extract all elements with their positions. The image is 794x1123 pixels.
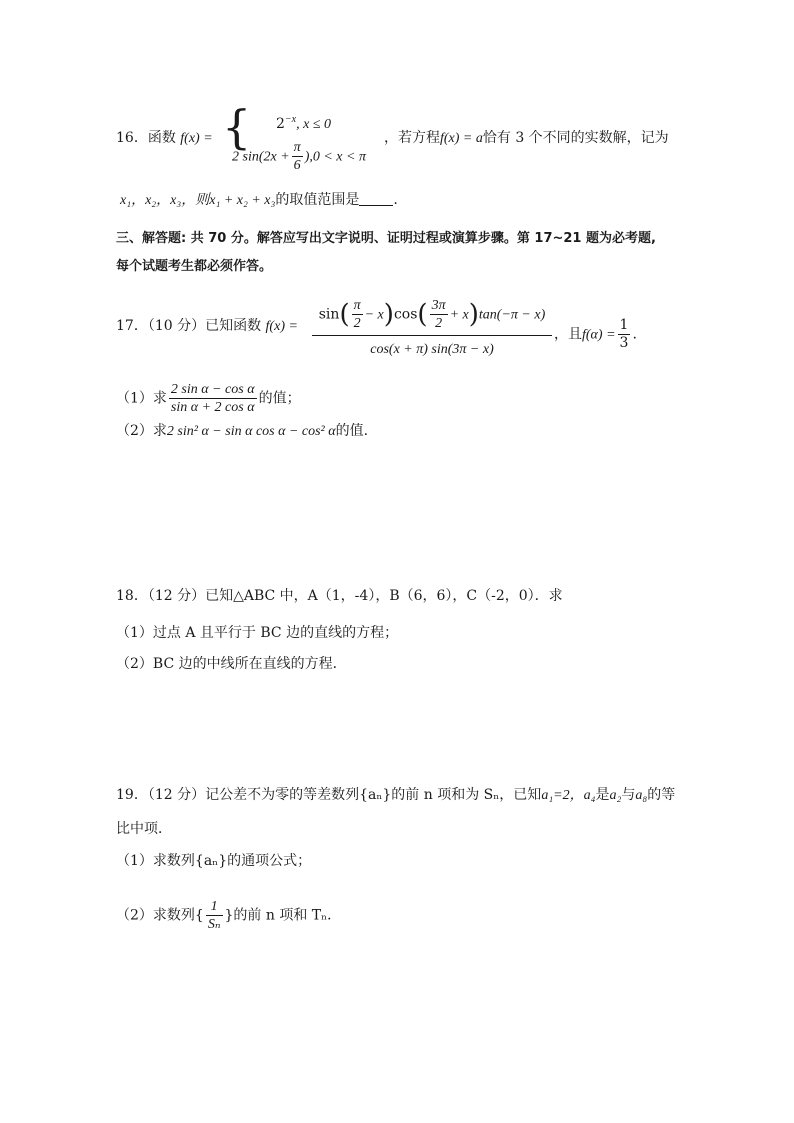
q17-fa-den: 3	[619, 335, 629, 351]
q16-case2	[232, 139, 366, 174]
q19-part1: （1）求数列{aₙ}的通项公式；	[116, 853, 312, 869]
q19-p2-num: 1	[206, 898, 223, 916]
q19-one-over-sn	[206, 898, 223, 933]
q17-p1-num: 2 sin α − cos α	[170, 382, 255, 397]
q17-given	[554, 317, 637, 352]
q17-plus-x: + x	[449, 307, 469, 323]
q17-p2-pre: （2）求	[116, 423, 167, 439]
q19-a1-a4: a₁=2，a₄	[541, 788, 596, 803]
q17-and: ，且	[554, 326, 582, 343]
q19-p2-post: }的前 n 项和 Tₙ．	[224, 907, 342, 924]
q19-p2-pre: （2）求数列{	[116, 907, 204, 924]
q19-stem	[116, 786, 675, 805]
q16-lead	[116, 129, 213, 148]
q17-number: 17．（10 分）已知函数	[116, 318, 262, 334]
section-3-heading-line2: 每个试题考生都必须作答。	[116, 259, 273, 274]
q16-frac-den: 6	[293, 158, 301, 173]
q16-mid: ，若方程	[384, 130, 440, 146]
q17-fa-num: 1	[619, 317, 629, 333]
q17-p1-post: 的值；	[258, 390, 301, 407]
q16-line2-post: 的取值范围是	[275, 192, 360, 208]
q18-part1: （1）过点 A 且平行于 BC 边的直线的方程；	[116, 625, 399, 641]
q17-tan: tan(−π − x)	[478, 307, 546, 323]
q19-a2: a₂	[609, 788, 622, 803]
q17-numerator: sin( $\frac{\pi}{2}$ − x)cos( $\frac{3\pi}{2}$ + x)tan(−π − x)	[312, 297, 552, 336]
q16-condition	[384, 129, 669, 148]
q17-pi2-den: 2	[353, 316, 361, 331]
q17-pi-over-2	[352, 297, 363, 332]
q17-fx: f(x) =	[265, 319, 298, 334]
q19-is: 是	[595, 787, 610, 803]
q19-a8: a₈	[635, 788, 648, 803]
q17-p1-den: sin α + 2 cos α	[170, 400, 255, 415]
q17-p2-expr: 2 sin² α − sin α cos α − cos² α	[166, 424, 336, 439]
q16-line2-end: .	[393, 192, 398, 208]
section-3-heading: 三、解答题: 共 70 分。解答应写出文字说明、证明过程或演算步骤。第 17~21 题为必考题,	[116, 231, 656, 246]
q19-stem-line2: 比中项．	[116, 821, 172, 837]
q19-p2-den: Sₙ	[207, 917, 221, 932]
q17-cos: cos	[393, 306, 418, 323]
q16-case1-base: 2	[276, 116, 285, 132]
q17-one-third	[618, 317, 631, 352]
q17-denominator: cos(x + π) sin(3π − x)	[370, 342, 494, 357]
q17-minus-x: − x	[364, 307, 384, 323]
q16-frac-num: π	[293, 140, 301, 155]
q16-case1-exp: −x	[284, 114, 297, 125]
q17-lead	[116, 317, 298, 336]
q16-equation: f(x) = a	[440, 131, 483, 146]
q16-line2-pre: x₁，x₂，x₃，则	[120, 193, 210, 208]
q17-p1-pre: （1）求	[116, 390, 167, 407]
q16-fx: f(x) =	[180, 131, 213, 146]
q19-stem-a: 19．（12 分）记公差不为零的等差数列{aₙ}的前 n 项和为 Sₙ，已知	[116, 787, 542, 803]
q17-part1	[116, 381, 301, 416]
q17-3pi-over-2	[430, 297, 448, 332]
q16-case1-cond: , x ≤ 0	[296, 117, 332, 132]
q17-3pi2-den: 2	[435, 316, 443, 331]
q19-part2	[116, 898, 341, 933]
q17-part2	[116, 422, 368, 441]
q16-piecewise-brace: {	[222, 100, 252, 154]
q16-case1	[276, 111, 331, 134]
q16-line2	[120, 191, 398, 210]
q16-answer-blank	[359, 205, 393, 206]
q16-pi-over-6	[292, 139, 303, 174]
q17-end: .	[632, 326, 637, 343]
q17-3pi2-num: 3π	[431, 298, 446, 313]
q19-and: 与	[621, 787, 636, 803]
q18-stem: 18．（12 分）已知△ABC 中，A（1，-4），B（6，6），C（-2，0）．求	[116, 588, 563, 604]
q16-tail: 恰有 3 个不同的实数解，记为	[482, 130, 669, 146]
q16-lead-text: 函数	[147, 130, 176, 146]
q17-p2-post: 的值.	[335, 423, 369, 439]
q17-p1-fraction	[169, 381, 257, 416]
q19-stem-end: 的等	[647, 787, 676, 803]
q16-case2-post: ),0 < x < π	[304, 149, 366, 165]
q17-pi2-num: π	[353, 298, 361, 313]
q18-part2: （2）BC 边的中线所在直线的方程．	[116, 656, 347, 672]
q17-sin: sin	[318, 306, 340, 323]
q16-case2-pre: 2 sin(2x +	[232, 149, 290, 165]
q16-number: 16．	[116, 130, 148, 146]
q17-f-alpha: f(α) =	[582, 327, 616, 343]
q16-sum: x₁ + x₂ + x₃	[209, 193, 276, 208]
